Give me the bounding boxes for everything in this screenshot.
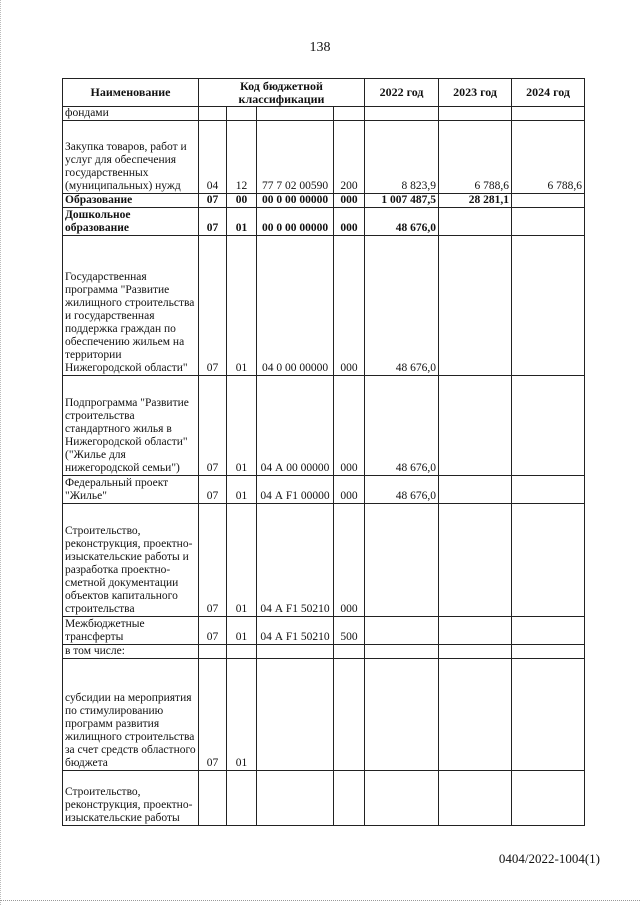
cell-2023: [439, 771, 512, 826]
cell-section: 04: [199, 121, 227, 194]
row-name: субсидии на мероприятия по стимулированию программ развития жилищного строительства за счет средств областного бюджета: [63, 659, 199, 771]
cell-expense-type: 000: [334, 376, 365, 476]
cell-section: [199, 771, 227, 826]
cell-2022: [365, 617, 439, 645]
cell-section: 07: [199, 376, 227, 476]
cell-2023: [439, 476, 512, 504]
cell-2022: 1 007 487,5: [365, 194, 439, 208]
cell-target: 04 А F1 50210: [257, 504, 334, 617]
cell-2023: [439, 208, 512, 236]
table-row: [63, 617, 585, 645]
cell-2022: 48 676,0: [365, 236, 439, 376]
cell-section: 07: [199, 236, 227, 376]
cell-2023: [439, 504, 512, 617]
budget-table: [62, 78, 585, 826]
cell-2023: [439, 645, 512, 659]
table-row: [63, 645, 585, 659]
row-name: фондами: [63, 107, 199, 121]
table-row: [63, 771, 585, 826]
cell-target: [257, 659, 334, 771]
cell-2022: [365, 107, 439, 121]
row-name: Образование: [63, 194, 199, 208]
cell-expense-type: [334, 645, 365, 659]
cell-expense-type: [334, 107, 365, 121]
cell-target: [257, 645, 334, 659]
cell-subsection: 12: [227, 121, 257, 194]
cell-2022: 48 676,0: [365, 208, 439, 236]
table-row: [63, 504, 585, 617]
cell-2024: [512, 617, 585, 645]
cell-target: 04 А 00 00000: [257, 376, 334, 476]
scan-edge: [0, 0, 5, 905]
cell-2022: 8 823,9: [365, 121, 439, 194]
cell-expense-type: 000: [334, 236, 365, 376]
cell-section: 07: [199, 617, 227, 645]
cell-2024: [512, 208, 585, 236]
table-row: [63, 121, 585, 194]
cell-2022: 48 676,0: [365, 476, 439, 504]
cell-expense-type: 500: [334, 617, 365, 645]
cell-2023: [439, 376, 512, 476]
cell-target: 04 А F1 00000: [257, 476, 334, 504]
cell-2022: [365, 645, 439, 659]
cell-2022: [365, 771, 439, 826]
cell-2022: 48 676,0: [365, 376, 439, 476]
cell-expense-type: [334, 659, 365, 771]
cell-expense-type: [334, 771, 365, 826]
cell-section: 07: [199, 659, 227, 771]
row-name: Закупка товаров, работ и услуг для обеспечения государственных (муниципальных) нужд: [63, 121, 199, 194]
table-header-row: [63, 79, 585, 107]
document-code: 0404/2022-1004(1): [498, 851, 600, 866]
cell-2024: [512, 376, 585, 476]
cell-2024: [512, 645, 585, 659]
header-2023: 2023 год: [439, 79, 512, 107]
cell-2024: [512, 194, 585, 208]
cell-2023: [439, 617, 512, 645]
cell-subsection: 01: [227, 476, 257, 504]
row-name: Строительство, реконструкция, проектно-изыскательские работы: [63, 771, 199, 826]
cell-2023: 28 281,1: [439, 194, 512, 208]
cell-subsection: [227, 645, 257, 659]
table-row: [63, 208, 585, 236]
row-name: Федеральный проект "Жилье": [63, 476, 199, 504]
cell-target: 77 7 02 00590: [257, 121, 334, 194]
cell-subsection: 01: [227, 376, 257, 476]
cell-2024: [512, 659, 585, 771]
cell-expense-type: 000: [334, 476, 365, 504]
cell-section: [199, 107, 227, 121]
table-row: [63, 476, 585, 504]
cell-target: [257, 107, 334, 121]
cell-section: [199, 645, 227, 659]
cell-section: 07: [199, 476, 227, 504]
cell-2024: [512, 771, 585, 826]
cell-subsection: [227, 107, 257, 121]
cell-expense-type: 000: [334, 194, 365, 208]
cell-subsection: 01: [227, 617, 257, 645]
cell-subsection: 01: [227, 208, 257, 236]
cell-target: [257, 771, 334, 826]
cell-subsection: 01: [227, 659, 257, 771]
table-row: [63, 659, 585, 771]
row-name: Строительство, реконструкция, проектно-изыскательские работы и разработка проектно-сметной документации объектов капитального строительства: [63, 504, 199, 617]
cell-section: 07: [199, 504, 227, 617]
table-row: [63, 236, 585, 376]
cell-2023: [439, 107, 512, 121]
cell-2024: [512, 476, 585, 504]
table-row: [63, 107, 585, 121]
cell-2023: [439, 236, 512, 376]
row-name: Государственная программа "Развитие жилищного строительства и государственная поддержка граждан по обеспечению жильем на территории Нижегородской области": [63, 236, 199, 376]
scan-bottom-edge: [0, 900, 640, 901]
cell-expense-type: 000: [334, 208, 365, 236]
cell-target: 00 0 00 00000: [257, 208, 334, 236]
cell-target: 00 0 00 00000: [257, 194, 334, 208]
cell-target: 04 А F1 50210: [257, 617, 334, 645]
cell-2024: 6 788,6: [512, 121, 585, 194]
header-2024: 2024 год: [512, 79, 585, 107]
page-number: 138: [309, 40, 331, 55]
row-name: в том числе:: [63, 645, 199, 659]
cell-2023: 6 788,6: [439, 121, 512, 194]
cell-expense-type: 200: [334, 121, 365, 194]
cell-expense-type: 000: [334, 504, 365, 617]
cell-2023: [439, 659, 512, 771]
table-row: [63, 194, 585, 208]
cell-subsection: 00: [227, 194, 257, 208]
cell-2022: [365, 659, 439, 771]
cell-subsection: 01: [227, 236, 257, 376]
cell-2024: [512, 107, 585, 121]
table-row: [63, 376, 585, 476]
cell-2022: [365, 504, 439, 617]
cell-2024: [512, 504, 585, 617]
cell-subsection: 01: [227, 504, 257, 617]
cell-section: 07: [199, 194, 227, 208]
cell-section: 07: [199, 208, 227, 236]
cell-2024: [512, 236, 585, 376]
row-name: Подпрограмма "Развитие строительства стандартного жилья в Нижегородской области" ("Жилье для нижегородской семьи"): [63, 376, 199, 476]
header-2022: 2022 год: [365, 79, 439, 107]
cell-target: 04 0 00 00000: [257, 236, 334, 376]
header-code: Код бюджетной классификации: [199, 79, 365, 107]
header-name: Наименование: [63, 79, 199, 107]
cell-subsection: [227, 771, 257, 826]
row-name: Дошкольное образование: [63, 208, 199, 236]
row-name: Межбюджетные трансферты: [63, 617, 199, 645]
